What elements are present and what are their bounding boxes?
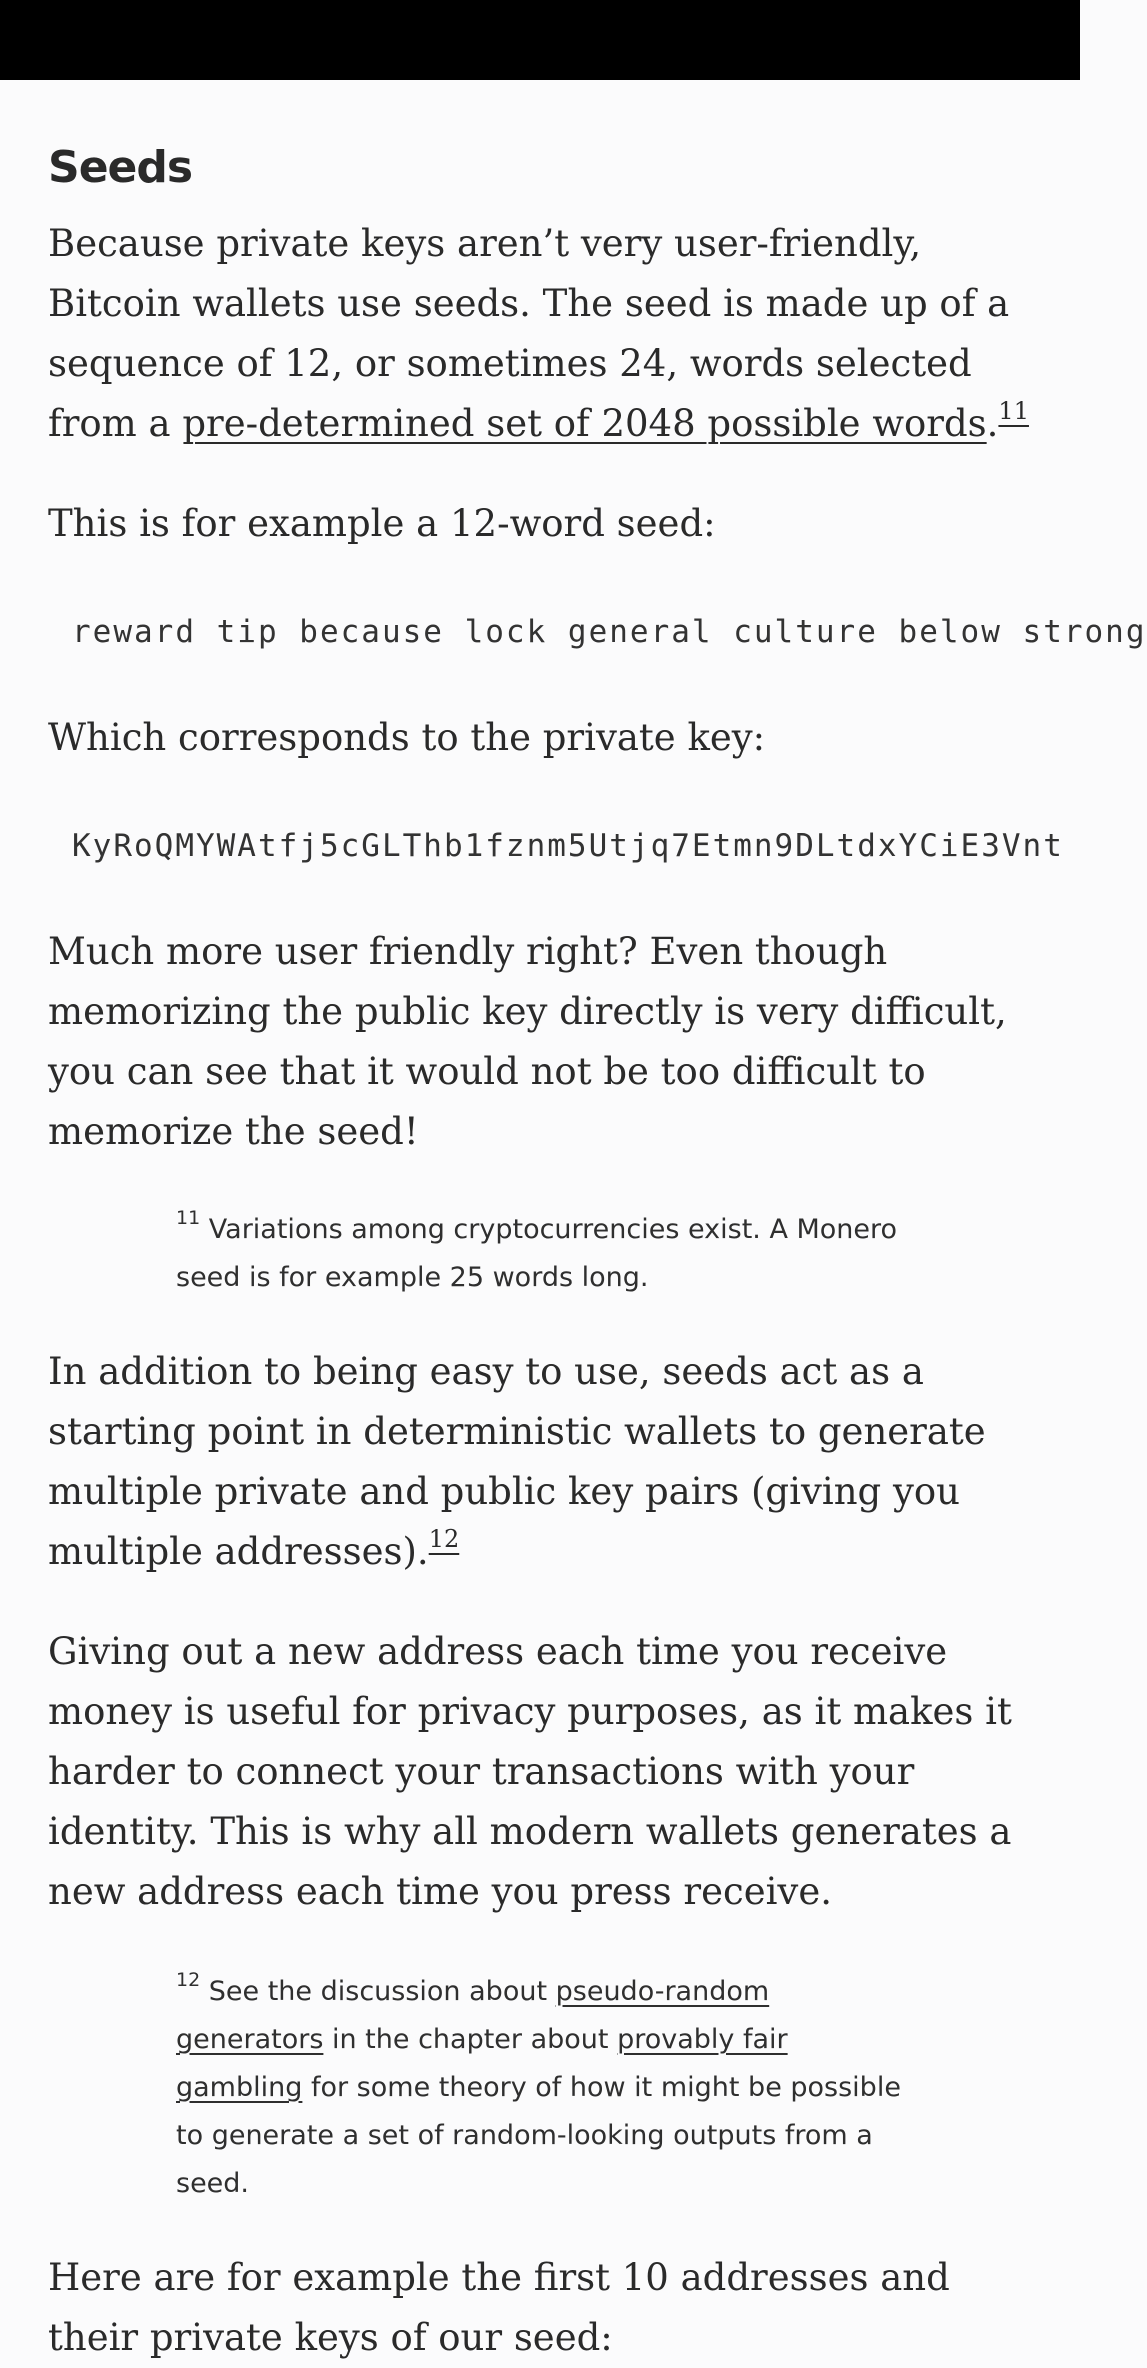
status-bar <box>0 0 1080 80</box>
section-heading: Seeds <box>48 142 193 193</box>
footnote-number: 11 <box>176 1207 201 1229</box>
paragraph-seed-example: This is for example a 12-word seed: <box>48 502 716 545</box>
footnote-text: for some theory of how it might be possible to generate a set of random-looking outputs from a seed. <box>176 2072 901 2199</box>
paragraph-addresses-intro: Here are for example the first 10 addresses and their private keys of our seed: <box>48 2256 950 2359</box>
pseudo-random-generators-link[interactable]: pseudo-random generators <box>176 1976 770 2055</box>
provably-fair-gambling-link[interactable]: provably fair gambling <box>176 2024 788 2103</box>
paragraph-text: Because private keys aren’t very user-friendly, Bitcoin wallets use seeds. The seed is made up of a sequence of 12, or sometimes 24, words selected from a <box>48 222 1010 445</box>
paragraph-private-key: Which corresponds to the private key: <box>48 716 766 759</box>
paragraph-privacy: Giving out a new address each time you receive money is useful for privacy purposes, as it makes it harder to connect your transactions with your identity. This is why all modern wallets generates a new address each time you press receive. <box>48 1630 1012 1913</box>
paragraph-period: . <box>986 402 999 445</box>
footnote-number: 12 <box>176 1969 201 1991</box>
wordlist-link[interactable]: pre-determined set of 2048 possible words <box>182 402 987 445</box>
footnote-11 <box>176 1206 916 1302</box>
footnote-ref-11[interactable]: 11 <box>998 396 1029 425</box>
footnote-12 <box>176 1968 916 2208</box>
paragraph-text: In addition to being easy to use, seeds act as a starting point in deterministic wallets to generate multiple private and public key pairs (giving you multiple addresses). <box>48 1350 986 1573</box>
paragraph-deterministic-wallets <box>48 1342 1038 1582</box>
paragraph-user-friendly: Much more user friendly right? Even though memorizing the public key directly is very difficult, you can see that it would not be too difficult to memorize the seed! <box>48 930 1007 1153</box>
footnote-ref-12[interactable]: 12 <box>428 1524 460 1553</box>
article-content <box>48 80 1147 2368</box>
code-block-seed[interactable]: reward tip because lock general culture below strong <box>72 614 1147 650</box>
footnote-text: See the discussion about <box>208 1976 556 2007</box>
footnote-text: in the chapter about <box>323 2024 618 2055</box>
code-block-private-key[interactable]: KyRoQMYWAtfj5cGLThb1fznm5Utjq7Etmn9DLtdxYCiE3Vnt <box>72 828 1064 864</box>
footnote-text: Variations among cryptocurrencies exist. A Monero seed is for example 25 words long. <box>176 1214 898 1293</box>
paragraph-seeds-intro <box>48 214 1038 454</box>
